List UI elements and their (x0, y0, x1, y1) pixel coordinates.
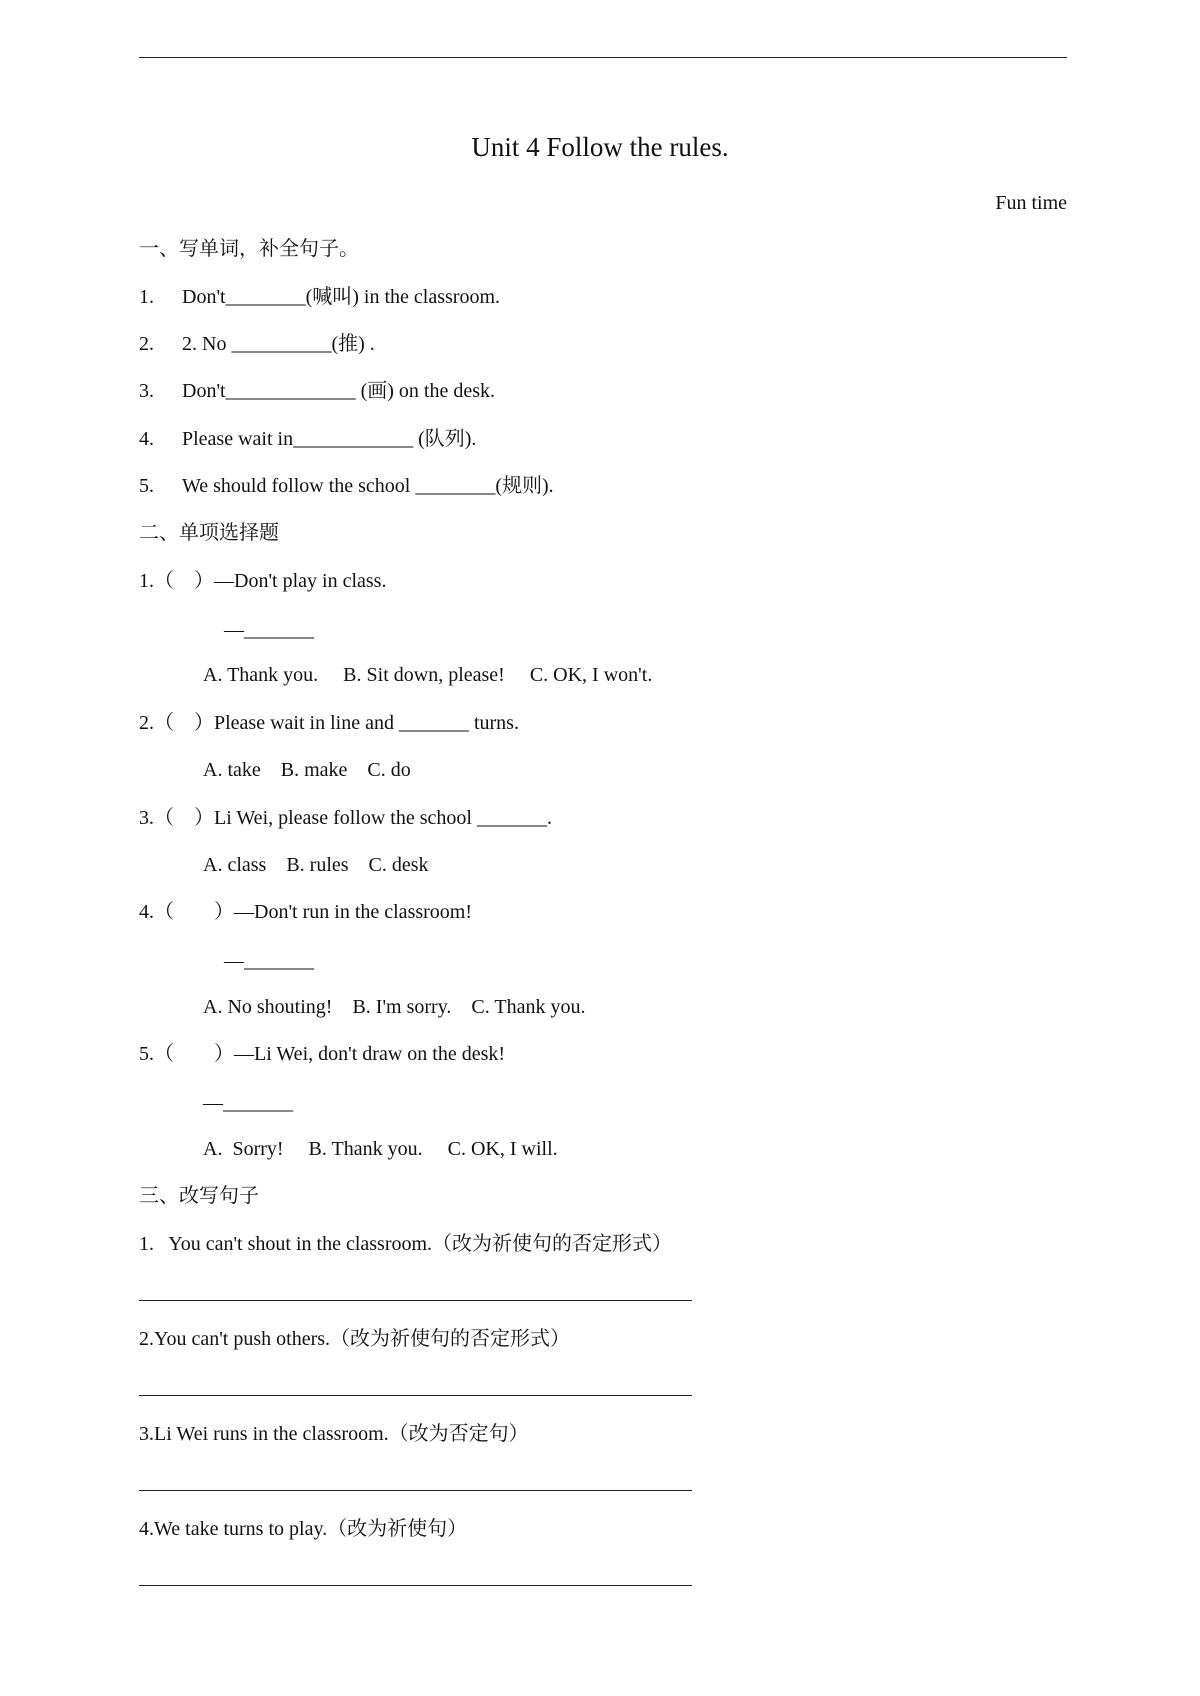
rewrite-answer-line[interactable] (139, 1300, 692, 1301)
choice-question-stem: 3.（ ）Li Wei, please follow the school _______. (139, 807, 552, 829)
fill-blank-number: 1. (139, 286, 154, 308)
worksheet-title: Unit 4 Follow the rules. (471, 132, 729, 162)
section-1-heading: 一、写单词，补全句子。 (139, 238, 359, 260)
section-3-heading: 三、改写句子 (139, 1185, 259, 1207)
choice-question-stem: 2.（ ）Please wait in line and _______ turns. (139, 712, 519, 734)
rewrite-answer-line[interactable] (139, 1585, 692, 1586)
choice-answer-blank: —_______ (224, 950, 314, 972)
fill-blank-sentence: 2. No __________(推) . (182, 333, 375, 355)
choice-options: A. No shouting! B. I'm sorry. C. Thank you. (203, 996, 586, 1018)
header-rule (139, 57, 1067, 58)
section-2-heading: 二、单项选择题 (139, 522, 279, 544)
rewrite-answer-line[interactable] (139, 1490, 692, 1491)
fill-blank-number: 2. (139, 333, 154, 355)
choice-answer-blank: —_______ (224, 619, 314, 641)
worksheet-subtitle: Fun time (995, 192, 1067, 214)
rewrite-prompt: 1. You can't shout in the classroom.（改为祈使句的否定形式） (139, 1233, 673, 1255)
choice-options: A. Sorry! B. Thank you. C. OK, I will. (203, 1138, 558, 1160)
rewrite-prompt: 2.You can't push others.（改为祈使句的否定形式） (139, 1328, 571, 1350)
choice-options: A. Thank you. B. Sit down, please! C. OK, I won't. (203, 664, 653, 686)
choice-options: A. class B. rules C. desk (203, 854, 429, 876)
choice-question-stem: 4.（ ）—Don't run in the classroom! (139, 901, 473, 923)
rewrite-prompt: 4.We take turns to play.（改为祈使句） (139, 1518, 468, 1540)
fill-blank-number: 4. (139, 428, 154, 450)
rewrite-prompt: 3.Li Wei runs in the classroom.（改为否定句） (139, 1423, 529, 1445)
fill-blank-number: 5. (139, 475, 154, 497)
fill-blank-sentence: We should follow the school ________(规则). (182, 475, 554, 497)
choice-question-stem: 1.（ ）—Don't play in class. (139, 570, 387, 592)
fill-blank-sentence: Don't_____________ (画) on the desk. (182, 380, 496, 402)
choice-options: A. take B. make C. do (203, 759, 411, 781)
fill-blank-sentence: Please wait in____________ (队列). (182, 428, 477, 450)
rewrite-answer-line[interactable] (139, 1395, 692, 1396)
fill-blank-sentence: Don't________(喊叫) in the classroom. (182, 286, 501, 308)
choice-answer-blank: —_______ (203, 1092, 293, 1114)
fill-blank-number: 3. (139, 380, 154, 402)
choice-question-stem: 5.（ ）—Li Wei, don't draw on the desk! (139, 1043, 506, 1065)
